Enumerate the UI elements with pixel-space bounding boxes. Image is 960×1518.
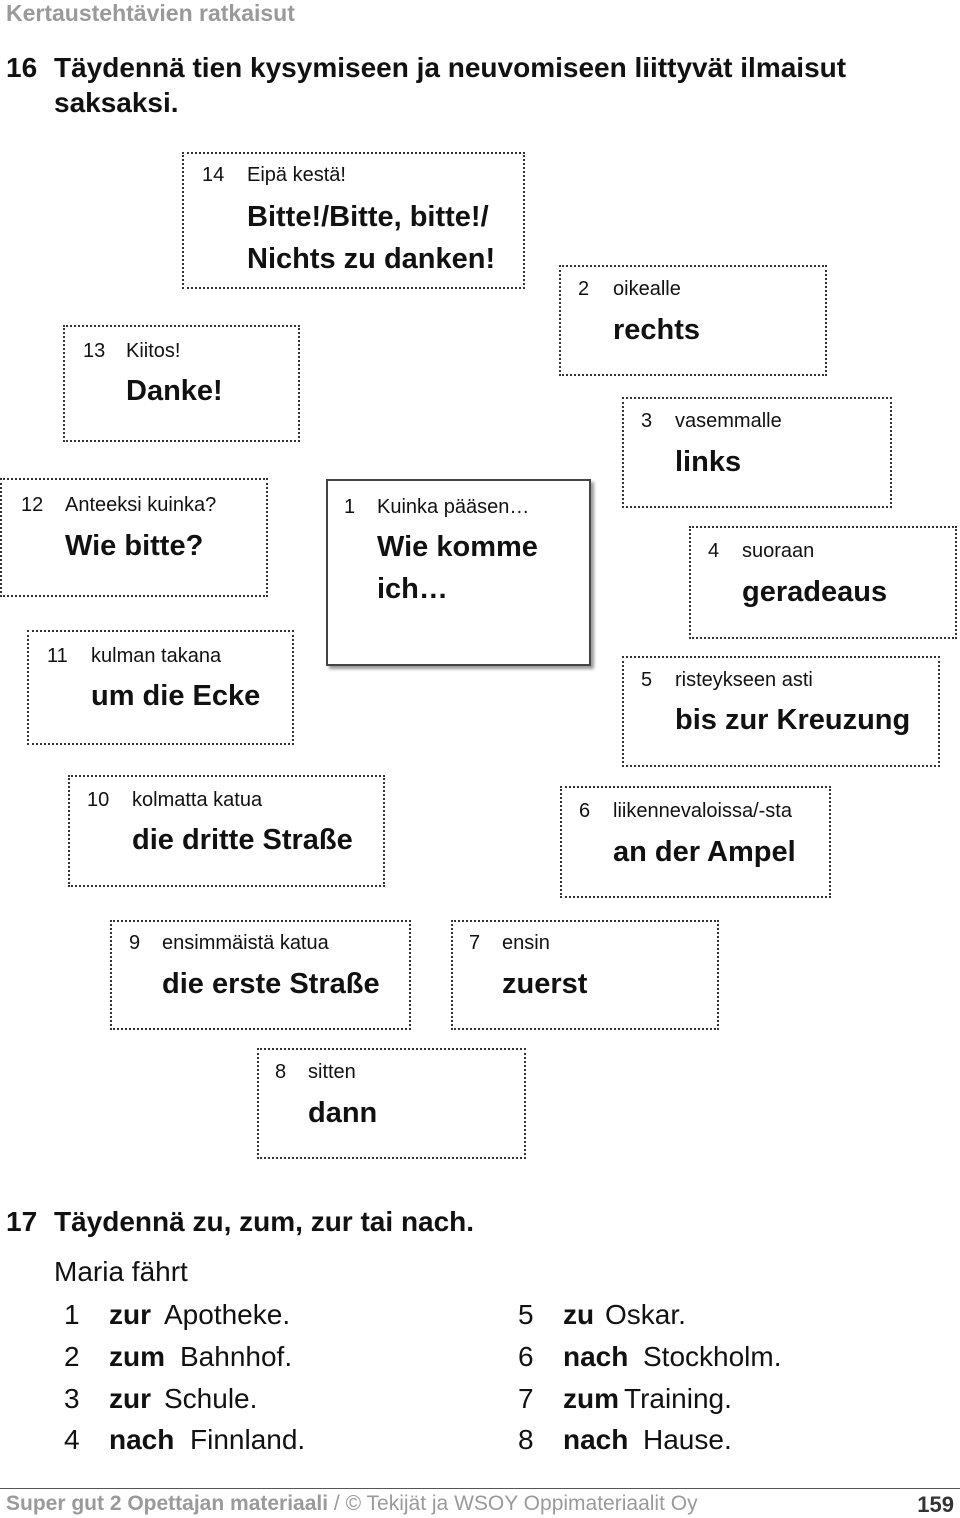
phrase-box-4 bbox=[689, 526, 957, 639]
finnish-phrase: liikennevaloissa/-sta bbox=[613, 800, 792, 822]
answer-number: 3 bbox=[64, 1383, 80, 1414]
finnish-phrase: oikealle bbox=[613, 278, 681, 300]
answer-preposition: nach bbox=[563, 1424, 629, 1455]
finnish-phrase: sitten bbox=[308, 1061, 356, 1083]
answer-rest: Apotheke. bbox=[164, 1299, 291, 1330]
phrase-box-10 bbox=[68, 775, 385, 887]
finnish-phrase: Kuinka pääsen… bbox=[377, 496, 530, 518]
finnish-phrase: kolmatta katua bbox=[132, 789, 263, 811]
item-number: 12 bbox=[21, 494, 44, 516]
task-17-intro: Maria fährt bbox=[54, 1256, 188, 1287]
finnish-phrase: Anteeksi kuinka? bbox=[65, 494, 217, 516]
answer-number: 5 bbox=[518, 1299, 534, 1330]
german-answer: Wie bitte? bbox=[65, 530, 204, 562]
book-title: Super gut 2 Opettajan materiaali bbox=[6, 1492, 329, 1515]
answer-preposition: zum bbox=[563, 1383, 619, 1414]
german-answer: Wie komme ich… bbox=[377, 531, 538, 605]
phrase-box-6 bbox=[560, 786, 831, 898]
item-number: 14 bbox=[202, 164, 225, 186]
footer-divider bbox=[0, 1488, 960, 1489]
task-16-title bbox=[6, 50, 956, 122]
german-answer: dann bbox=[308, 1097, 378, 1129]
footer-credits bbox=[6, 1492, 698, 1516]
answer-number: 8 bbox=[518, 1424, 534, 1455]
phrase-box-12 bbox=[0, 478, 268, 597]
item-number: 3 bbox=[641, 410, 653, 432]
task-17-title bbox=[6, 1204, 956, 1240]
item-number: 5 bbox=[641, 669, 653, 691]
answer-rest: Oskar. bbox=[605, 1299, 686, 1330]
phrase-box-11 bbox=[27, 630, 294, 745]
item-number: 6 bbox=[579, 800, 591, 822]
german-answer: Danke! bbox=[126, 375, 223, 407]
answer-preposition: nach bbox=[563, 1341, 629, 1372]
finnish-phrase: Kiitos! bbox=[126, 340, 181, 362]
answer-rest: Training. bbox=[624, 1383, 732, 1414]
page-header: Kertaustehtävien ratkaisut bbox=[6, 0, 295, 26]
task-number: 16 bbox=[6, 52, 38, 83]
german-answer: geradeaus bbox=[742, 576, 888, 608]
german-answer: an der Ampel bbox=[613, 836, 796, 868]
answer-number: 1 bbox=[64, 1299, 80, 1330]
phrase-box-9 bbox=[110, 920, 411, 1030]
phrase-box-14 bbox=[182, 152, 525, 289]
item-number: 11 bbox=[47, 645, 68, 667]
answer-preposition: zur bbox=[109, 1299, 151, 1330]
phrase-box-5 bbox=[622, 656, 940, 767]
item-number: 1 bbox=[344, 496, 356, 518]
phrase-box-7 bbox=[451, 920, 719, 1030]
answer-preposition: nach bbox=[109, 1424, 175, 1455]
answer-preposition: zu bbox=[563, 1299, 595, 1330]
answer-rest: Hause. bbox=[643, 1424, 732, 1455]
answer-rest: Schule. bbox=[164, 1383, 258, 1414]
item-number: 8 bbox=[275, 1061, 287, 1083]
german-answer: die erste Straße bbox=[162, 968, 380, 1000]
item-number: 4 bbox=[708, 540, 720, 562]
phrase-box-8 bbox=[257, 1048, 526, 1159]
answer-number: 6 bbox=[518, 1341, 534, 1372]
answer-number: 4 bbox=[64, 1424, 80, 1455]
german-answer: links bbox=[675, 446, 742, 478]
finnish-phrase: ensimmäistä katua bbox=[162, 932, 329, 954]
finnish-phrase: vasemmalle bbox=[675, 410, 782, 432]
task-instruction: Täydennä zu, zum, zur tai nach. bbox=[54, 1206, 475, 1237]
finnish-phrase: ensin bbox=[502, 932, 550, 954]
german-answer: bis zur Kreuzung bbox=[675, 704, 911, 736]
answer-rest: Stockholm. bbox=[643, 1341, 782, 1372]
german-answer: Bitte!/Bitte, bitte!/ Nichts zu danken! bbox=[247, 201, 496, 275]
phrase-box-13 bbox=[63, 325, 300, 442]
item-number: 9 bbox=[129, 932, 141, 954]
finnish-phrase: kulman takana bbox=[91, 645, 222, 667]
german-answer: die dritte Straße bbox=[132, 824, 353, 856]
item-number: 2 bbox=[578, 278, 590, 300]
task-instruction: Täydennä tien kysymiseen ja neuvomiseen liittyvät ilmaisut saksaksi. bbox=[54, 52, 847, 118]
german-answer: um die Ecke bbox=[91, 680, 261, 712]
phrase-box-2 bbox=[559, 265, 827, 376]
finnish-phrase: suoraan bbox=[742, 540, 815, 562]
answer-number: 7 bbox=[518, 1383, 534, 1414]
german-answer: zuerst bbox=[502, 968, 588, 1000]
item-number: 10 bbox=[87, 789, 110, 811]
phrase-box-1 bbox=[326, 479, 591, 666]
task-number: 17 bbox=[6, 1206, 38, 1237]
german-answer: rechts bbox=[613, 314, 701, 346]
answer-preposition: zur bbox=[109, 1383, 151, 1414]
page-number: 159 bbox=[917, 1492, 954, 1517]
finnish-phrase: Eipä kestä! bbox=[247, 164, 346, 186]
answer-rest: Finnland. bbox=[190, 1424, 306, 1455]
answer-rest: Bahnhof. bbox=[180, 1341, 293, 1372]
item-number: 13 bbox=[83, 340, 106, 362]
answer-number: 2 bbox=[64, 1341, 80, 1372]
finnish-phrase: risteykseen asti bbox=[675, 669, 813, 691]
phrase-box-3 bbox=[622, 397, 892, 508]
item-number: 7 bbox=[469, 932, 481, 954]
answer-preposition: zum bbox=[109, 1341, 165, 1372]
copyright: / © Tekijät ja WSOY Oppimateriaalit Oy bbox=[328, 1492, 698, 1515]
